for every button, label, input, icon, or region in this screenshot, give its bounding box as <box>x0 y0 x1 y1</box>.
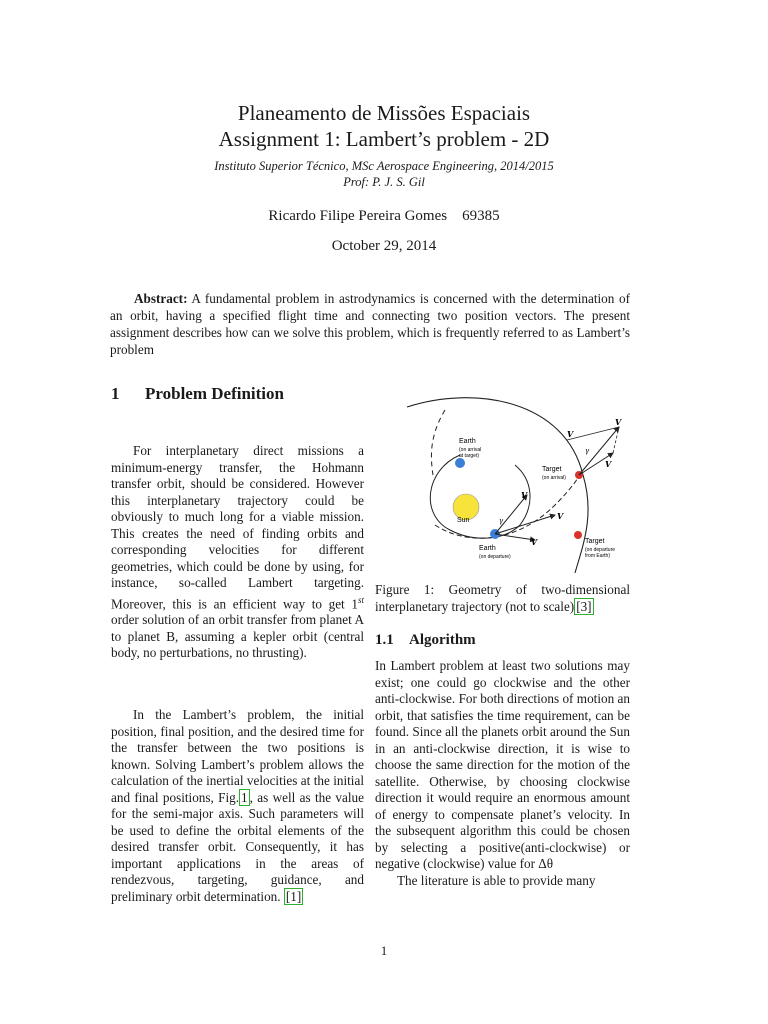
right-column <box>375 658 630 889</box>
trajectory-figure <box>405 395 630 573</box>
paragraph-1-text-a: For interplanetary direct missions a minimum-energy transfer, the Hohmann transfer orbit, should be considered. However this interplanetary trajectory could be obviously to much long for a viable mission. This creates the need of finding orbits and corresponding velocities for different geometries, which could be done by using, for instance, so-called Lambert targeting. Moreover, this is an efficient way to get 1 <box>111 443 364 611</box>
earth-arrival-sub1: (on arrival <box>459 447 482 453</box>
target-departure-sub1: (on departure <box>585 547 616 553</box>
sun-label: Sun <box>457 517 470 524</box>
figure-caption <box>375 582 630 615</box>
affiliation: Instituto Superior Técnico, MSc Aerospace Engineering, 2014/2015 <box>214 159 554 173</box>
target-orbit <box>407 398 588 573</box>
citation-link[interactable]: [1] <box>285 888 302 904</box>
figure-caption-text: Figure 1: Geometry of two-dimensional interplanetary trajectory (not to scale) <box>375 582 630 614</box>
figure-citation-link[interactable]: [3] <box>576 598 592 614</box>
gamma-2-symbol: γ <box>585 447 590 455</box>
subsection-title: Algorithm <box>409 632 476 648</box>
date: October 29, 2014 <box>331 238 437 254</box>
gamma-1-symbol: γ <box>499 517 504 525</box>
paragraph-2-text-b: , as well as the value for the semi-major axis. Such parameters will be used to define the orbital elements of the desired transfer orbit. Consequently, it has important applications in the areas of rendezvous, targeting, guidance, and preliminary orbit determination. <box>111 789 364 904</box>
earth-departure-sub: (on departure) <box>479 554 511 560</box>
vector-vinf-e-arrow <box>495 534 535 540</box>
algorithm-paragraph-1: In Lambert problem at least two solutions may exist; one could go clockwise and the other anti-clockwise. For both directions of motion an orbit, that satisfies the time requirement, can be found. Since all the planets orbit around the Sun in an anti-clockwise direction, it is wise to choose the same direction for the motion of the satellite. Otherwise, by choosing clockwise direction it would require an enormous amount of energy to compensate planet’s velocity. In the subsequent algorithm this could be chosen by selecting a positive(anti-clockwise) or negative (clockwise) value for Δθ <box>375 658 630 871</box>
earth-arrival-icon <box>455 458 465 468</box>
vector-v2-line <box>567 427 619 440</box>
title-line-2: Assignment 1: Lambert’s problem - 2D <box>218 127 550 151</box>
subsection-number: 1.1 <box>375 632 394 648</box>
vt-symbol: V <box>615 417 622 427</box>
abstract <box>110 290 630 358</box>
target-departure-label: Target <box>585 538 605 545</box>
figure-ref-link[interactable]: 1 <box>241 789 248 805</box>
v2-symbol: V <box>567 429 574 439</box>
section-heading <box>111 384 284 404</box>
paragraph-2 <box>111 707 364 905</box>
target-arrival-label: Target <box>542 466 562 473</box>
algorithm-paragraph-2: The literature is able to provide many <box>397 872 596 888</box>
target-departure-icon <box>574 531 582 539</box>
vinf-e-symbol: V <box>531 537 538 547</box>
earth-arrival-label: Earth <box>459 438 476 445</box>
ordinal-superscript: st <box>357 594 364 605</box>
left-column-2 <box>111 707 364 905</box>
section-number: 1 <box>111 384 120 403</box>
target-departure-sub2: from Earth) <box>585 553 611 559</box>
vinf-t-symbol: V <box>605 459 612 469</box>
author: Ricardo Filipe Pereira Gomes 69385 <box>268 208 500 224</box>
abstract-text: A fundamental problem in astrodynamics is concerned with the determination of an orbit, having a specified flight time and connecting two position vectors. The present assignment describes how can we solve this problem, which is frequently referred to as Lambert’s problem <box>110 291 630 357</box>
target-arrival-sub: (on arrival) <box>542 475 566 481</box>
earth-orbit-dashed <box>431 410 445 475</box>
professor: Prof: P. J. S. Gil <box>343 175 425 189</box>
subsection-heading <box>375 632 476 649</box>
left-column <box>111 443 364 662</box>
section-title: Problem Definition <box>145 384 284 403</box>
earth-arrival-sub2: at target) <box>459 453 480 459</box>
title-line-1: Planeamento de Missões Espaciais <box>237 101 531 125</box>
earth-departure-label: Earth <box>479 545 496 552</box>
paragraph-1-text-b: order solution of an orbit transfer from planet A to planet B, assuming a kepler orbit (central body, no perturbations, no thrusting). <box>111 612 364 661</box>
abstract-label: Abstract: <box>134 291 188 306</box>
paragraph-2-text-a: In the Lambert’s problem, the initial position, final position, and the desired time for the transfer between the two positions is known. Solving Lambert’s problem allows the calculation of the inertial velocities at the initial and final positions, Fig. <box>111 707 364 805</box>
page-number: 1 <box>380 943 388 958</box>
v1-symbol: V <box>557 511 564 521</box>
paragraph-1 <box>111 443 364 662</box>
earth-orbit <box>430 455 530 538</box>
ve-symbol: V <box>521 490 528 500</box>
